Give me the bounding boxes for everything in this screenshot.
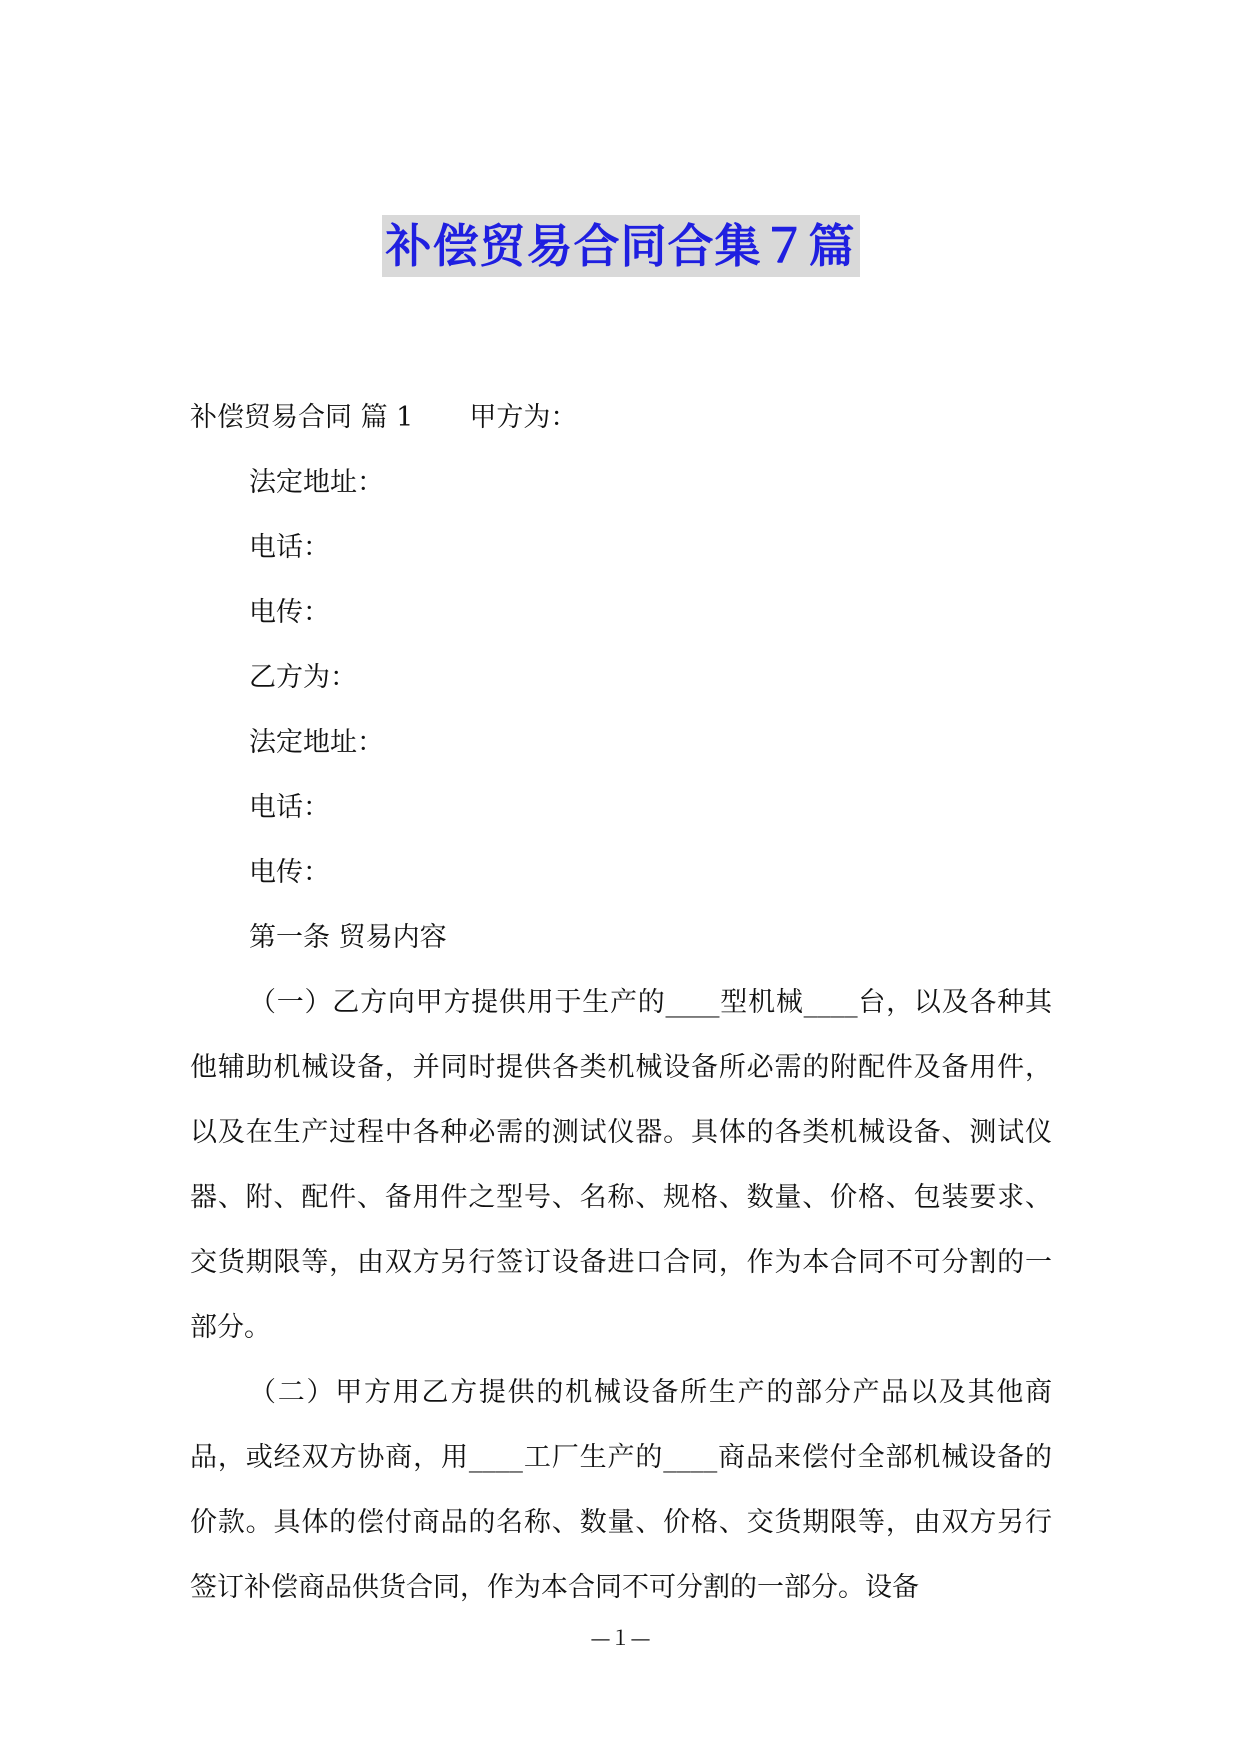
party-b-address: 法定地址：	[249, 727, 384, 758]
article-1-heading: 第一条 贸易内容	[249, 922, 447, 953]
section-heading: 补偿贸易合同 篇 1	[190, 402, 414, 433]
party-b-fax: 电传：	[249, 857, 330, 888]
party-b-phone: 电话：	[249, 792, 330, 823]
article-1-clause-1: （一）乙方向甲方提供用于生产的____型机械____台，以及各种其他辅助机械设备，并同时提供各类机械设备所必需的附配件及备用件，以及在生产过程中各种必需的测试仪器。具体的各类机械设备、测试仪器、附、配件、备用件之型号、名称、规格、数量、价格、包装要求、交货期限等，由双方另行签订设备进口合同，作为本合同不可分割的一部分。	[190, 987, 1052, 1343]
section-heading-line	[190, 385, 1052, 450]
document-title: 补偿贸易合同合集７篇	[382, 215, 860, 277]
party-a-address: 法定地址：	[249, 467, 384, 498]
party-b-label: 乙方为：	[249, 662, 357, 693]
party-a-phone: 电话：	[249, 532, 330, 563]
document-body	[190, 385, 1052, 1620]
article-1-clause-2: （二）甲方用乙方提供的机械设备所生产的部分产品以及其他商品，或经双方协商，用____工厂生产的____商品来偿付全部机械设备的价款。具体的偿付商品的名称、数量、价格、交货期限等，由双方另行签订补偿商品供货合同，作为本合同不可分割的一部分。设备	[190, 1377, 1052, 1603]
party-a-fax: 电传：	[249, 597, 330, 628]
page-number: —１—	[590, 1626, 651, 1650]
title-container	[0, 215, 1241, 277]
party-a-label: 甲方为：	[469, 402, 578, 433]
article-1-clauses	[190, 970, 1052, 1620]
